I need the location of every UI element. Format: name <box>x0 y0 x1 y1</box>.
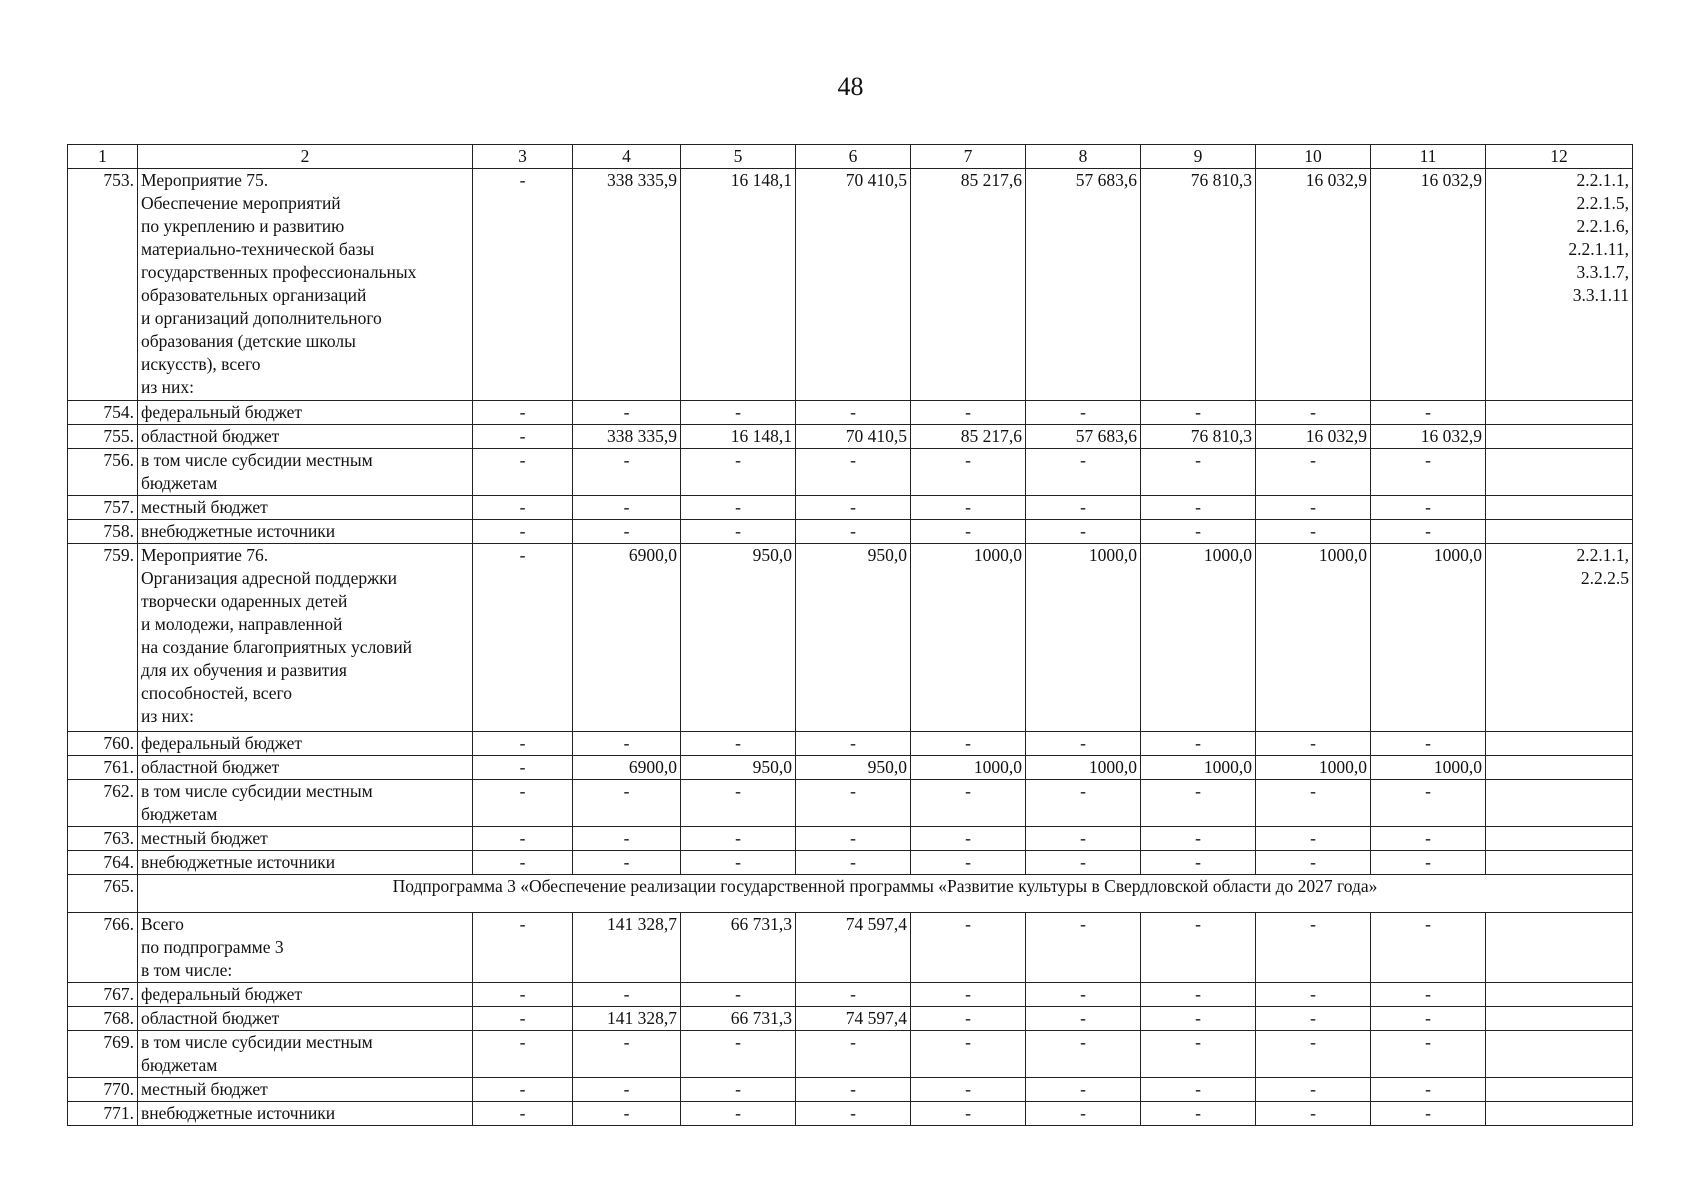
value-cell: - <box>1026 1031 1141 1078</box>
target-reference <box>1486 496 1633 520</box>
value-cell: 950,0 <box>796 756 911 780</box>
value-cell: - <box>1026 983 1141 1007</box>
target-reference <box>1486 983 1633 1007</box>
table-row <box>68 913 1633 983</box>
value-cell: - <box>1141 1078 1256 1102</box>
value-cell: 1000,0 <box>1141 756 1256 780</box>
row-name: в том числе субсидии местным бюджетам <box>138 1031 473 1078</box>
table-row <box>68 756 1633 780</box>
value-cell: - <box>1141 983 1256 1007</box>
value-cell: - <box>1256 1031 1371 1078</box>
value-cell: 1000,0 <box>1256 756 1371 780</box>
table-row <box>68 1078 1633 1102</box>
value-cell: - <box>1141 913 1256 983</box>
column-header: 12 <box>1486 145 1633 169</box>
value-cell: - <box>473 520 573 544</box>
value-cell: - <box>473 1102 573 1126</box>
value-cell: - <box>1371 1031 1486 1078</box>
table-row <box>68 851 1633 875</box>
value-cell: 1000,0 <box>1371 756 1486 780</box>
value-cell: - <box>1371 1102 1486 1126</box>
value-cell: - <box>1026 1007 1141 1031</box>
row-number: 766. <box>68 913 138 983</box>
table-row <box>68 449 1633 496</box>
value-cell: 6900,0 <box>573 544 681 732</box>
value-cell: 16 148,1 <box>681 425 796 449</box>
row-number: 764. <box>68 851 138 875</box>
value-cell: - <box>911 913 1026 983</box>
target-reference <box>1486 780 1633 827</box>
value-cell: - <box>573 1078 681 1102</box>
column-header: 8 <box>1026 145 1141 169</box>
value-cell: 1000,0 <box>1371 544 1486 732</box>
value-cell: 950,0 <box>796 544 911 732</box>
value-cell: - <box>1141 827 1256 851</box>
value-cell: 85 217,6 <box>911 425 1026 449</box>
row-number: 757. <box>68 496 138 520</box>
row-name: местный бюджет <box>138 827 473 851</box>
value-cell: - <box>796 449 911 496</box>
value-cell: - <box>473 449 573 496</box>
value-cell: - <box>1141 851 1256 875</box>
table-row <box>68 169 1633 401</box>
value-cell: - <box>473 780 573 827</box>
table-row <box>68 1031 1633 1078</box>
table-row <box>68 780 1633 827</box>
row-number: 761. <box>68 756 138 780</box>
value-cell: 6900,0 <box>573 756 681 780</box>
value-cell: - <box>911 1078 1026 1102</box>
table-row <box>68 401 1633 425</box>
value-cell: - <box>1141 496 1256 520</box>
table-body <box>68 145 1633 1126</box>
value-cell: - <box>911 827 1026 851</box>
value-cell: - <box>1256 449 1371 496</box>
row-number: 760. <box>68 732 138 756</box>
value-cell: - <box>473 496 573 520</box>
row-name: областной бюджет <box>138 1007 473 1031</box>
value-cell: 16 032,9 <box>1371 169 1486 401</box>
value-cell: - <box>796 827 911 851</box>
value-cell: - <box>681 1078 796 1102</box>
column-header: 11 <box>1371 145 1486 169</box>
row-number: 767. <box>68 983 138 1007</box>
value-cell: - <box>473 544 573 732</box>
row-number: 753. <box>68 169 138 401</box>
value-cell: - <box>796 520 911 544</box>
row-number: 768. <box>68 1007 138 1031</box>
row-name: внебюджетные источники <box>138 520 473 544</box>
value-cell: - <box>681 780 796 827</box>
value-cell: 16 032,9 <box>1256 425 1371 449</box>
value-cell: - <box>1026 827 1141 851</box>
value-cell: 57 683,6 <box>1026 169 1141 401</box>
value-cell: - <box>681 827 796 851</box>
value-cell: 57 683,6 <box>1026 425 1141 449</box>
column-header: 9 <box>1141 145 1256 169</box>
value-cell: - <box>1256 520 1371 544</box>
value-cell: 76 810,3 <box>1141 169 1256 401</box>
value-cell: - <box>911 401 1026 425</box>
value-cell: - <box>1256 827 1371 851</box>
value-cell: - <box>1026 913 1141 983</box>
table-row <box>68 496 1633 520</box>
value-cell: - <box>1371 1078 1486 1102</box>
target-reference <box>1486 425 1633 449</box>
value-cell: - <box>911 732 1026 756</box>
value-cell: - <box>1371 1007 1486 1031</box>
value-cell: - <box>1371 780 1486 827</box>
value-cell: - <box>573 449 681 496</box>
row-number: 770. <box>68 1078 138 1102</box>
row-name: внебюджетные источники <box>138 851 473 875</box>
value-cell: 1000,0 <box>1026 756 1141 780</box>
value-cell: - <box>796 732 911 756</box>
value-cell: - <box>1026 449 1141 496</box>
target-reference <box>1486 756 1633 780</box>
table-row <box>68 1102 1633 1126</box>
value-cell: 16 148,1 <box>681 169 796 401</box>
column-header: 4 <box>573 145 681 169</box>
value-cell: - <box>1141 732 1256 756</box>
value-cell: - <box>1141 780 1256 827</box>
header-row <box>68 145 1633 169</box>
value-cell: 141 328,7 <box>573 913 681 983</box>
value-cell: - <box>1256 401 1371 425</box>
value-cell: - <box>573 983 681 1007</box>
value-cell: - <box>473 732 573 756</box>
value-cell: - <box>1141 1031 1256 1078</box>
value-cell: 950,0 <box>681 756 796 780</box>
table-row <box>68 827 1633 851</box>
value-cell: - <box>1141 1102 1256 1126</box>
value-cell: - <box>1371 496 1486 520</box>
value-cell: - <box>573 732 681 756</box>
value-cell: - <box>473 1078 573 1102</box>
row-number: 769. <box>68 1031 138 1078</box>
value-cell: - <box>473 425 573 449</box>
value-cell: - <box>911 780 1026 827</box>
value-cell: - <box>681 520 796 544</box>
table-row <box>68 1007 1633 1031</box>
value-cell: - <box>473 169 573 401</box>
value-cell: - <box>1026 732 1141 756</box>
target-reference <box>1486 851 1633 875</box>
value-cell: - <box>1256 780 1371 827</box>
value-cell: - <box>1371 520 1486 544</box>
value-cell: 70 410,5 <box>796 169 911 401</box>
value-cell: 1000,0 <box>911 544 1026 732</box>
value-cell: 16 032,9 <box>1256 169 1371 401</box>
value-cell: - <box>1371 983 1486 1007</box>
value-cell: - <box>1256 983 1371 1007</box>
column-header: 2 <box>138 145 473 169</box>
value-cell: - <box>796 983 911 1007</box>
page-number: 48 <box>837 72 864 101</box>
column-header: 7 <box>911 145 1026 169</box>
value-cell: - <box>1026 520 1141 544</box>
column-header: 5 <box>681 145 796 169</box>
row-name: в том числе субсидии местным бюджетам <box>138 780 473 827</box>
value-cell: - <box>1256 732 1371 756</box>
value-cell: - <box>1371 827 1486 851</box>
row-number: 756. <box>68 449 138 496</box>
value-cell: 950,0 <box>681 544 796 732</box>
value-cell: 70 410,5 <box>796 425 911 449</box>
target-reference <box>1486 732 1633 756</box>
value-cell: - <box>1256 496 1371 520</box>
value-cell: - <box>473 1031 573 1078</box>
value-cell: - <box>573 401 681 425</box>
table-row <box>68 732 1633 756</box>
column-header: 1 <box>68 145 138 169</box>
value-cell: - <box>1256 1007 1371 1031</box>
row-name: федеральный бюджет <box>138 732 473 756</box>
value-cell: - <box>681 496 796 520</box>
value-cell: - <box>796 1078 911 1102</box>
value-cell: 338 335,9 <box>573 425 681 449</box>
value-cell: - <box>681 1102 796 1126</box>
value-cell: - <box>1141 520 1256 544</box>
table-row <box>68 544 1633 732</box>
table-row <box>68 875 1633 913</box>
value-cell: - <box>573 851 681 875</box>
value-cell: - <box>911 1031 1026 1078</box>
value-cell: - <box>796 780 911 827</box>
value-cell: - <box>681 1031 796 1078</box>
target-reference <box>1486 913 1633 983</box>
value-cell: - <box>573 496 681 520</box>
value-cell: - <box>473 1007 573 1031</box>
value-cell: - <box>1141 1007 1256 1031</box>
value-cell: - <box>1026 1102 1141 1126</box>
value-cell: - <box>1141 401 1256 425</box>
column-header: 10 <box>1256 145 1371 169</box>
value-cell: - <box>473 983 573 1007</box>
row-name: Всего по подпрограмме 3 в том числе: <box>138 913 473 983</box>
value-cell: - <box>1256 1078 1371 1102</box>
value-cell: 1000,0 <box>1026 544 1141 732</box>
row-number: 758. <box>68 520 138 544</box>
value-cell: - <box>1371 401 1486 425</box>
value-cell: - <box>681 401 796 425</box>
row-number: 763. <box>68 827 138 851</box>
value-cell: - <box>681 449 796 496</box>
value-cell: 1000,0 <box>1141 544 1256 732</box>
column-header: 3 <box>473 145 573 169</box>
value-cell: - <box>1026 851 1141 875</box>
value-cell: - <box>573 1102 681 1126</box>
value-cell: - <box>911 851 1026 875</box>
value-cell: - <box>573 780 681 827</box>
value-cell: 74 597,4 <box>796 1007 911 1031</box>
value-cell: - <box>911 449 1026 496</box>
row-number: 771. <box>68 1102 138 1126</box>
value-cell: - <box>1026 401 1141 425</box>
value-cell: - <box>796 496 911 520</box>
value-cell: - <box>473 401 573 425</box>
value-cell: 16 032,9 <box>1371 425 1486 449</box>
value-cell: 66 731,3 <box>681 913 796 983</box>
value-cell: - <box>911 983 1026 1007</box>
row-number: 765. <box>68 875 138 913</box>
table-row <box>68 983 1633 1007</box>
value-cell: - <box>796 1102 911 1126</box>
target-reference <box>1486 449 1633 496</box>
value-cell: 74 597,4 <box>796 913 911 983</box>
target-reference: 2.2.1.1, 2.2.2.5 <box>1486 544 1633 732</box>
row-name: федеральный бюджет <box>138 401 473 425</box>
value-cell: - <box>911 1007 1026 1031</box>
value-cell: 141 328,7 <box>573 1007 681 1031</box>
row-name: местный бюджет <box>138 1078 473 1102</box>
value-cell: - <box>1141 449 1256 496</box>
value-cell: 1000,0 <box>911 756 1026 780</box>
table-row <box>68 425 1633 449</box>
row-number: 754. <box>68 401 138 425</box>
value-cell: - <box>1371 449 1486 496</box>
row-name: внебюджетные источники <box>138 1102 473 1126</box>
value-cell: - <box>1026 780 1141 827</box>
value-cell: 85 217,6 <box>911 169 1026 401</box>
value-cell: - <box>681 983 796 1007</box>
value-cell: - <box>911 496 1026 520</box>
value-cell: - <box>796 401 911 425</box>
value-cell: - <box>911 520 1026 544</box>
target-reference <box>1486 401 1633 425</box>
value-cell: - <box>473 913 573 983</box>
value-cell: - <box>1371 851 1486 875</box>
value-cell: - <box>473 827 573 851</box>
target-reference <box>1486 827 1633 851</box>
value-cell: - <box>681 851 796 875</box>
subprogram-title: Подпрограмма 3 «Обеспечение реализации государственной программы «Развитие культуры в Свердловской области до 2027 года» <box>138 875 1633 913</box>
value-cell: 76 810,3 <box>1141 425 1256 449</box>
budget-table <box>67 144 1633 1126</box>
value-cell: - <box>1256 1102 1371 1126</box>
value-cell: - <box>681 732 796 756</box>
value-cell: - <box>473 756 573 780</box>
target-reference <box>1486 1102 1633 1126</box>
value-cell: - <box>796 851 911 875</box>
value-cell: - <box>1256 851 1371 875</box>
value-cell: - <box>911 1102 1026 1126</box>
value-cell: - <box>473 851 573 875</box>
value-cell: 338 335,9 <box>573 169 681 401</box>
target-reference <box>1486 520 1633 544</box>
row-name: Мероприятие 75. Обеспечение мероприятий по укреплению и развитию материально-технической базы государственных профессиональных образовательных организаций и организаций дополнительного образования (детские школы искусств), всего из них: <box>138 169 473 401</box>
row-name: местный бюджет <box>138 496 473 520</box>
target-reference <box>1486 1007 1633 1031</box>
row-number: 759. <box>68 544 138 732</box>
row-name: федеральный бюджет <box>138 983 473 1007</box>
value-cell: - <box>573 1031 681 1078</box>
column-header: 6 <box>796 145 911 169</box>
value-cell: 66 731,3 <box>681 1007 796 1031</box>
value-cell: - <box>1371 913 1486 983</box>
value-cell: - <box>1026 496 1141 520</box>
row-name: Мероприятие 76. Организация адресной поддержки творчески одаренных детей и молодежи, направленной на создание благоприятных условий для их обучения и развития способностей, всего из них: <box>138 544 473 732</box>
value-cell: - <box>796 1031 911 1078</box>
row-name: в том числе субсидии местным бюджетам <box>138 449 473 496</box>
target-reference <box>1486 1078 1633 1102</box>
row-name: областной бюджет <box>138 425 473 449</box>
row-name: областной бюджет <box>138 756 473 780</box>
value-cell: - <box>1371 732 1486 756</box>
row-number: 762. <box>68 780 138 827</box>
target-reference: 2.2.1.1, 2.2.1.5, 2.2.1.6, 2.2.1.11, 3.3.1.7, 3.3.1.11 <box>1486 169 1633 401</box>
value-cell: - <box>573 520 681 544</box>
table-row <box>68 520 1633 544</box>
value-cell: - <box>1026 1078 1141 1102</box>
value-cell: - <box>573 827 681 851</box>
row-number: 755. <box>68 425 138 449</box>
value-cell: 1000,0 <box>1256 544 1371 732</box>
value-cell: - <box>1256 913 1371 983</box>
target-reference <box>1486 1031 1633 1078</box>
